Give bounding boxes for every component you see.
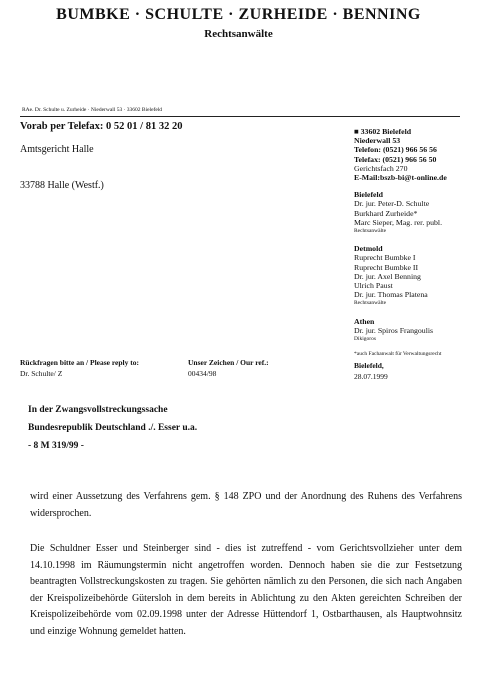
location-city: Bielefeld [354, 190, 384, 200]
recipient-city: 33788 Halle (Westf.) [20, 180, 104, 191]
divider [20, 116, 460, 117]
location-role: Rechtsanwälte [354, 300, 387, 307]
ref-value: 00434/98 [188, 369, 217, 378]
office-po-box: Gerichtsfach 270 [354, 163, 408, 173]
location-city: Athen [354, 316, 375, 326]
ref-label: Unser Zeichen / Our ref.: [188, 358, 269, 367]
office-email: E-Mail:bszb-bi@t-online.de [354, 173, 447, 183]
lawyer-name: Ulrich Paust [354, 281, 393, 291]
office-fax: Telefax: (0521) 966 56 50 [354, 154, 437, 164]
office-phone: Telefon: (0521) 966 56 56 [354, 145, 437, 155]
lawyer-name: Marc Sieper, Mag. rer. publ. [354, 217, 443, 227]
reply-label: Rückfragen bitte an / Please reply to: [20, 358, 140, 367]
lawyer-name: Dr. jur. Peter-D. Schulte [354, 199, 430, 209]
subject-line-3: - 8 M 319/99 - [28, 441, 84, 451]
lawyer-name: Ruprecht Bumbke II [354, 262, 419, 272]
location-city: Detmold [354, 244, 383, 254]
return-address: RAe. Dr. Schulte u. Zurheide · Niederwall 53 · 33602 Bielefeld [22, 107, 163, 113]
office-sidebar [354, 127, 474, 359]
lawyer-name: Burkhard Zurheide* [354, 208, 418, 218]
footnote: *auch Fachanwalt für Verwaltungsrecht [354, 351, 442, 358]
lawyer-name: Dr. jur. Spiros Frangoulis [354, 325, 434, 335]
body-paragraph-2: Die Schuldner Esser und Steinberger sind - dies ist zutreffend - vom Gerichtsvollzieher unter dem 14.10.1998 im Räumungstermin nicht angetroffen worden. Dennoch haben sie die zur Festsetzung beantragten Vollstreckungskosten zu tragen. Sie gehörten nämlich zu den Personen, die sich nach Angaben der Kreispolizeibehörde Gütersloh in dem bereits in Ablichtung zu den Akten gereichten Schreiben der Kreispolizeibehörde vom 02.09.1998 unter der Adresse Hüttendorf 1, Ostbarthausen, als Hauptwohnsitz und einzige Wohnung gemeldet hatten. [30, 543, 462, 637]
recipient-name: Amtsgericht Halle [20, 144, 94, 155]
firm-subtitle: Rechtsanwälte [204, 28, 273, 40]
fax-line: Vorab per Telefax: 0 52 01 / 81 32 20 [20, 121, 183, 132]
subject-line-1: In der Zwangsvollstreckungssache [28, 405, 168, 415]
firm-name: BUMBKE · SCHULTE · ZURHEIDE · BENNING [56, 6, 421, 23]
lawyer-name: Dr. jur. Thomas Platena [354, 290, 428, 300]
location-role: Rechtsanwälte [354, 228, 387, 235]
reply-value: Dr. Schulte/ Z [20, 369, 63, 378]
office-address: ■ 33602 Bielefeld [354, 127, 412, 136]
body-paragraph-1: wird einer Aussetzung des Verfahrens gem. § 148 ZPO und der Anordnung des Ruhens des Verfahrens widersprochen. [30, 491, 462, 519]
lawyer-name: Ruprecht Bumbke I [354, 253, 416, 263]
letter-place: Bielefeld, [354, 361, 384, 370]
lawyer-name: Dr. jur. Axel Benning [354, 271, 421, 281]
office-street: Niederwall 53 [354, 136, 401, 146]
location-role: Dikigoros [354, 336, 376, 343]
letter-date: 28.07.1999 [354, 372, 388, 381]
subject-line-2: Bundesrepublik Deutschland ./. Esser u.a. [28, 423, 198, 433]
